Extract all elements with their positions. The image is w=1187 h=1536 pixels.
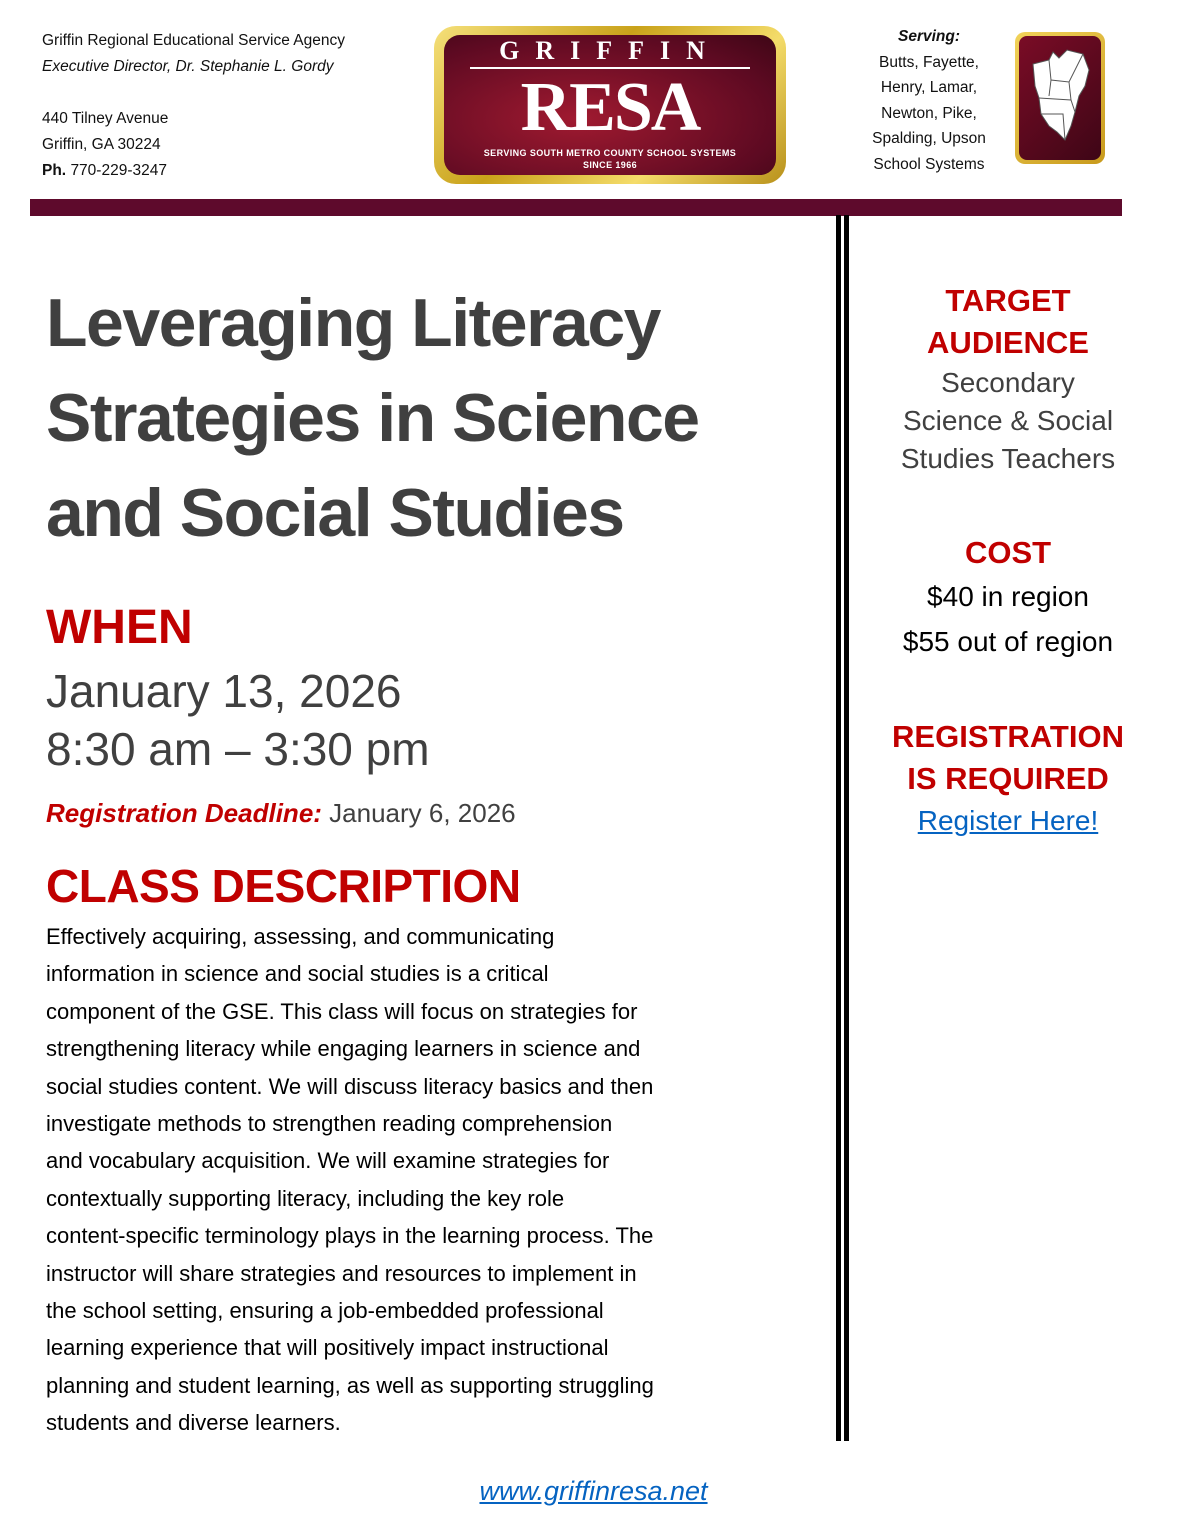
org-name: Griffin Regional Educational Service Agency <box>42 32 345 49</box>
title-line: Strategies in Science <box>46 380 699 456</box>
deadline-label: Registration Deadline: <box>46 798 322 828</box>
description-line: instructor will share strategies and resources to implement in <box>46 1260 637 1286</box>
header-divider-bar <box>30 199 1122 216</box>
address-line-1: 440 Tilney Avenue <box>42 110 169 127</box>
audience-heading: AUDIENCE <box>927 325 1089 360</box>
title-line: Leveraging Literacy <box>46 285 660 361</box>
registration-deadline <box>46 798 516 829</box>
cost-section <box>870 532 1146 664</box>
serving-label: Serving: <box>897 28 960 45</box>
target-audience <box>870 280 1146 478</box>
griffin-resa-logo <box>434 26 786 184</box>
serving-list <box>848 24 1010 178</box>
registration-heading: REGISTRATION <box>892 719 1124 754</box>
phone <box>42 158 345 184</box>
org-info <box>42 28 345 184</box>
description-line: planning and student learning, as well as supporting struggling <box>46 1372 654 1398</box>
serving-line: Newton, Pike, <box>881 104 977 122</box>
deadline-date: January 6, 2026 <box>329 798 516 828</box>
logo-tagline: SERVING SOUTH METRO COUNTY SCHOOL SYSTEMS <box>483 148 737 158</box>
description-line: the school setting, ensuring a job-embedded professional <box>46 1298 604 1324</box>
cost-line: $40 in region <box>927 581 1089 612</box>
description-line: component of the GSE. This class will focus on strategies for <box>46 998 638 1024</box>
phone-label: Ph. <box>42 162 67 179</box>
description-line: and vocabulary acquisition. We will examine strategies for <box>46 1148 610 1174</box>
description-line: information in science and social studies is a critical <box>46 961 549 987</box>
address-line-2: Griffin, GA 30224 <box>42 136 161 153</box>
description-line: strengthening literacy while engaging learners in science and <box>46 1036 641 1062</box>
serving-line: Butts, Fayette, <box>879 53 979 71</box>
class-description <box>46 918 654 1442</box>
description-line: Effectively acquiring, assessing, and communicating <box>46 924 555 949</box>
description-line: social studies content. We will discuss literacy basics and then <box>46 1073 654 1099</box>
logo-since: SINCE 1966 <box>582 160 638 170</box>
audience-line: Studies Teachers <box>900 443 1116 474</box>
title-line: and Social Studies <box>46 475 624 551</box>
description-line: contextually supporting literacy, including the key role <box>46 1185 565 1211</box>
when-heading: WHEN <box>46 601 193 654</box>
cost-heading: COST <box>964 535 1052 570</box>
logo-top-text: GRIFFIN <box>499 36 721 65</box>
registration-section <box>870 716 1146 840</box>
website-link[interactable]: www.griffinresa.net <box>479 1476 708 1506</box>
column-divider <box>836 215 841 1441</box>
page-title <box>46 276 699 561</box>
audience-heading: TARGET <box>945 283 1071 318</box>
description-line: students and diverse learners. <box>46 1410 341 1436</box>
column-divider <box>844 215 849 1441</box>
description-line: learning experience that will positively impact instructional <box>46 1335 609 1361</box>
serving-line: Spalding, Upson <box>872 130 986 148</box>
director: Executive Director, Dr. Stephanie L. Gordy <box>42 58 334 75</box>
phone-number: 770-229-3247 <box>70 162 167 179</box>
description-line: investigate methods to strengthen reading comprehension <box>46 1111 613 1137</box>
event-time: 8:30 am – 3:30 pm <box>46 723 430 775</box>
serving-line: School Systems <box>873 155 985 173</box>
serving-line: Henry, Lamar, <box>880 79 978 97</box>
county-map-icon <box>1015 32 1105 164</box>
audience-line: Science & Social <box>902 405 1114 436</box>
description-line: content-specific terminology plays in the learning process. The <box>46 1223 654 1249</box>
audience-line: Secondary <box>941 367 1075 398</box>
registration-heading: IS REQUIRED <box>907 761 1109 796</box>
logo-main-text: RESA <box>520 69 700 146</box>
class-description-heading: CLASS DESCRIPTION <box>46 860 521 912</box>
register-here-link[interactable]: Register Here! <box>917 805 1099 836</box>
cost-line: $55 out of region <box>902 626 1114 657</box>
event-date: January 13, 2026 <box>46 665 402 717</box>
